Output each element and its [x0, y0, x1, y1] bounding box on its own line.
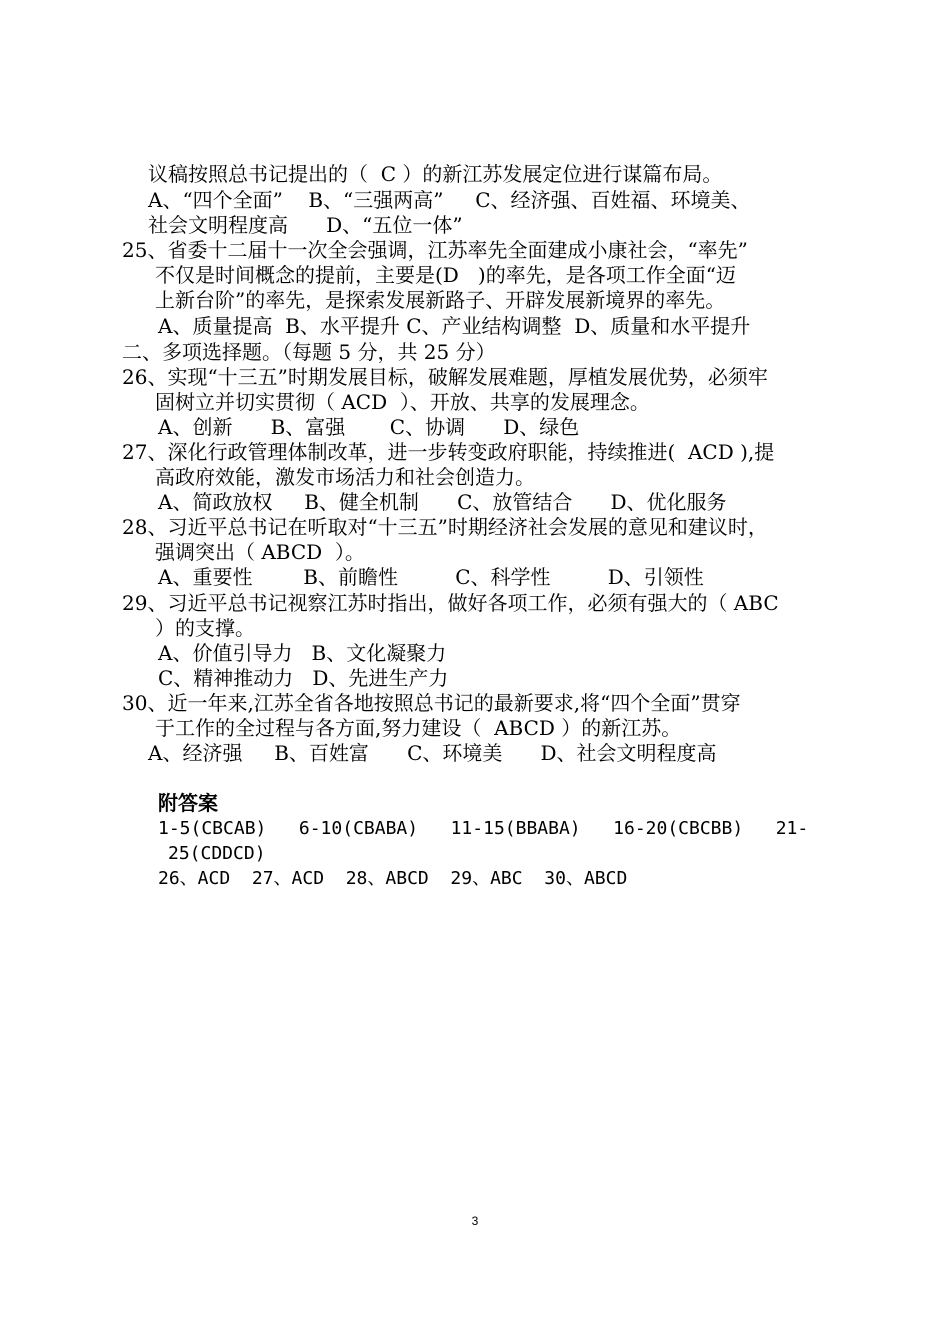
question-27-options: A、简政放权 B、健全机制 C、放管结合 D、优化服务 [158, 490, 727, 514]
question-26-stem-line-1: 26、实现“十三五”时期发展目标，破解发展难题，厚植发展优势，必须牢 [122, 365, 768, 389]
question-25-options: A、质量提高 B、水平提升 C、产业结构调整 D、质量和水平提升 [158, 314, 751, 338]
question-29-stem-line-1: 29、习近平总书记视察江苏时指出，做好各项工作，必须有强大的（ ABC [122, 591, 779, 615]
answer-key-heading: 附答案 [158, 791, 218, 815]
section-heading-multiple-choice: 二、多项选择题。（每题 5 分，共 25 分） [122, 340, 496, 364]
question-29-options-line-1: A、价值引导力 B、文化凝聚力 [158, 641, 447, 665]
question-26-options: A、创新 B、富强 C、协调 D、绿色 [158, 415, 580, 439]
answer-key-line-2: 25(CDDCD) [168, 843, 266, 864]
question-26-stem-line-2: 固树立并切实贯彻（ ACD ）、开放、共享的发展理念。 [155, 390, 650, 414]
answer-key-line-1: 1-5(CBCAB) 6-10(CBABA) 11-15(BBABA) 16-20(CBCBB) 21- [158, 818, 809, 839]
question-25-stem-line-1: 25、省委十二届十一次全会强调，江苏率先全面建成小康社会，“率先” [122, 238, 748, 262]
page-number: 3 [471, 1214, 479, 1228]
question-25-stem-line-2: 不仅是时间概念的提前，主要是(D )的率先，是各项工作全面“迈 [155, 263, 736, 287]
question-29-stem-line-2: ）的支撑。 [155, 616, 255, 640]
question-29-options-line-2: C、精神推动力 D、先进生产力 [158, 666, 449, 690]
question-30-stem-line-2: 于工作的全过程与各方面,努力建设（ ABCD ）的新江苏。 [155, 716, 682, 740]
question-24-stem-line: 议稿按照总书记提出的（ C ）的新江苏发展定位进行谋篇布局。 [148, 162, 723, 186]
question-24-options-line-2: 社会文明程度高 D、“五位一体” [148, 213, 463, 237]
question-25-stem-line-3: 上新台阶”的率先，是探索发展新路子、开辟发展新境界的率先。 [155, 288, 726, 312]
answer-key-line-3: 26、ACD 27、ACD 28、ABCD 29、ABC 30、ABCD [158, 868, 628, 889]
question-27-stem-line-2: 高政府效能，激发市场活力和社会创造力。 [155, 465, 535, 489]
question-28-options: A、重要性 B、前瞻性 C、科学性 D、引领性 [158, 565, 704, 589]
question-30-options: A、经济强 B、百姓富 C、环境美 D、社会文明程度高 [148, 741, 717, 765]
question-30-stem-line-1: 30、近一年来,江苏全省各地按照总书记的最新要求,将“四个全面”贯穿 [122, 691, 741, 715]
question-24-options-line-1: A、“四个全面” B、“三强两高” C、经济强、百姓福、环境美、 [148, 188, 751, 212]
question-27-stem-line-1: 27、深化行政管理体制改革，进一步转变政府职能，持续推进( ACD ),提 [122, 440, 775, 464]
question-28-stem-line-2: 强调突出（ ABCD ）。 [155, 540, 365, 564]
question-28-stem-line-1: 28、习近平总书记在听取对“十三五”时期经济社会发展的意见和建议时， [122, 515, 768, 539]
